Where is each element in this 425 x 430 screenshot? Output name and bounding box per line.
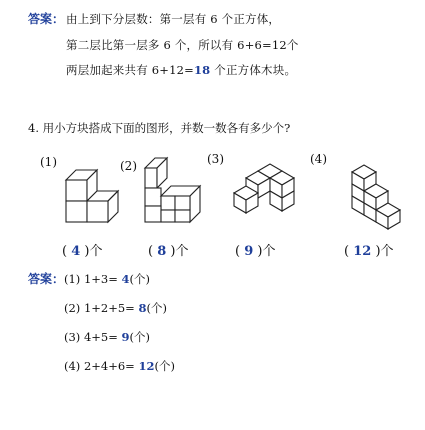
figure-3-count: ( 9 )个 (235, 244, 276, 259)
figure-2-count: ( 8 )个 (148, 244, 189, 259)
answer-1-prefix: (1) 1+3= (64, 272, 122, 286)
prev-answer-label: 答案： (28, 12, 65, 26)
answer-2-suffix: (个) (146, 301, 167, 315)
figure-1-answer: 4 (71, 244, 81, 259)
answer-1-value: 4 (121, 272, 130, 286)
figure-4-label: (4) (310, 152, 327, 166)
figure-3-label: (3) (207, 152, 224, 166)
answer-4-prefix: (4) 2+4+6= (64, 359, 139, 373)
prev-answer-line-3-suffix: 个正方体木块。 (210, 63, 297, 77)
answer-3-suffix: (个) (129, 330, 151, 344)
answers-label: 答案： (28, 272, 65, 286)
answer-3-prefix: (3) 4+5= (64, 330, 122, 344)
figure-1-label: (1) (40, 155, 57, 169)
figure-2-unit: 个 (175, 244, 189, 259)
figure-4-cubes (352, 165, 400, 229)
figure-4-count: ( 12 )个 (344, 244, 394, 259)
figure-1-cubes (66, 170, 118, 222)
figure-1-unit: 个 (89, 244, 103, 259)
question-text: 4. 用小方块搭成下面的图形，并数一数各有多少个? (28, 121, 291, 135)
figure-1-count: ( 4 )个 (62, 244, 103, 259)
figure-3-cubes (234, 164, 294, 213)
answer-1-suffix: (个) (129, 272, 151, 286)
prev-answer-total: 18 (193, 63, 211, 77)
figure-4-answer: 12 (353, 244, 372, 259)
answer-2-prefix: (2) 1+2+5= (64, 301, 139, 315)
prev-answer-line-1: 由上到下分层数：第一层有 6 个正方体， (66, 12, 281, 26)
answer-4-value: 12 (138, 359, 155, 373)
answer-2-value: 8 (138, 301, 147, 315)
answer-item-1 (64, 271, 150, 287)
figure-3-unit: 个 (262, 244, 276, 259)
prev-answer-line-3-prefix: 两层加起来共有 6+12= (66, 63, 194, 77)
answer-item-3 (64, 329, 150, 345)
answer-item-2 (64, 300, 167, 316)
answer-item-4 (64, 358, 175, 374)
figure-3-answer: 9 (244, 244, 254, 259)
answer-4-suffix: (个) (154, 359, 175, 373)
figure-2-cubes (145, 158, 200, 222)
answer-3-value: 9 (121, 330, 130, 344)
figure-2-label: (2) (120, 159, 137, 173)
figure-4-unit: 个 (380, 244, 394, 259)
figure-2-answer: 8 (157, 244, 167, 259)
prev-answer-line-2: 第二层比第一层多 6 个，所以有 6+6=12个 (66, 38, 299, 52)
